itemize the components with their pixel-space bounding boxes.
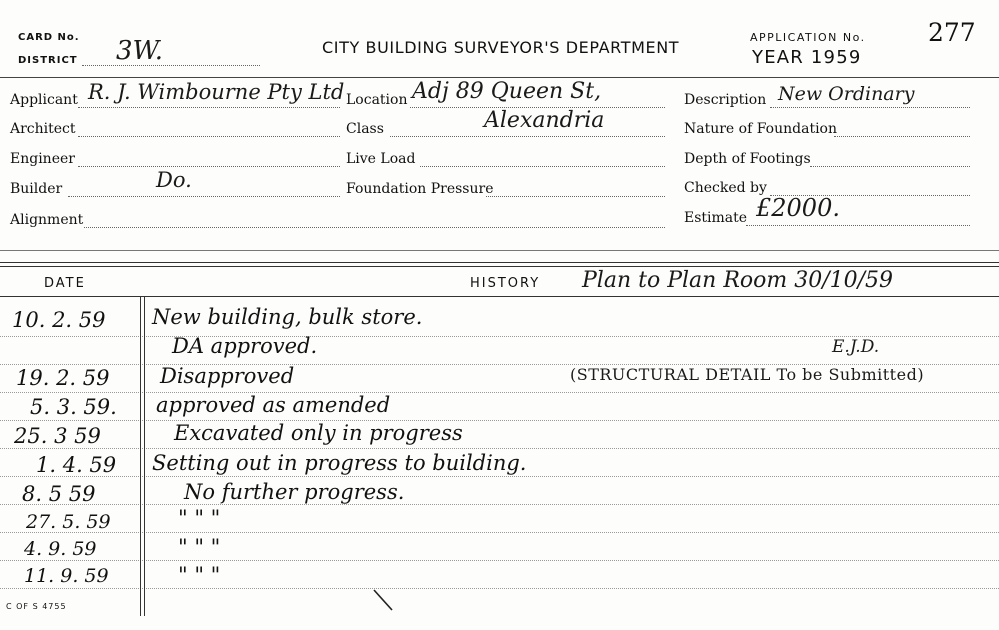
class-line <box>390 136 665 137</box>
history-entry: " " " <box>178 563 221 587</box>
history-date: 5. 3. 59. <box>30 395 117 419</box>
history-entry: New building, bulk store. <box>152 305 423 329</box>
engineer-line <box>78 166 340 167</box>
history-date: 1. 4. 59 <box>36 453 117 477</box>
history-entry: Setting out in progress to building. <box>152 451 527 475</box>
live-load-label: Live Load <box>346 151 416 167</box>
header-rule <box>0 77 999 78</box>
card-number: 277 <box>928 18 976 47</box>
history-date: 8. 5 59 <box>22 482 96 506</box>
history-entry: approved as amended <box>156 393 391 417</box>
history-date: 4. 9. 59 <box>24 538 97 560</box>
description-label: Description <box>684 92 767 108</box>
history-entry: " " " <box>178 535 221 559</box>
history-date: 11. 9. 59 <box>24 565 109 587</box>
alignment-label: Alignment <box>10 212 84 228</box>
structural-detail-note: (STRUCTURAL DETAIL To be Submitted) <box>570 365 925 384</box>
history-entry: No further progress. <box>184 480 405 504</box>
history-column-header: HISTORY <box>470 276 541 291</box>
date-column-header: DATE <box>44 276 86 291</box>
ruled-line <box>0 588 999 589</box>
checked-by-label: Checked by <box>684 180 767 196</box>
applicant-line <box>78 107 340 108</box>
estimate-line <box>746 225 970 226</box>
ruled-line <box>0 476 999 477</box>
ruled-line <box>0 560 999 561</box>
history-date: 19. 2. 59 <box>16 366 110 390</box>
builder-line <box>68 196 340 197</box>
initials-annotation: E.J.D. <box>832 337 880 357</box>
history-date: 27. 5. 59 <box>26 511 111 533</box>
applicant-value: R. J. Wimbourne Pty Ltd <box>88 80 345 104</box>
form-code: C OF S 4755 <box>6 602 67 611</box>
application-label: APPLICATION No. <box>750 31 866 44</box>
card-no-label: CARD No. <box>18 32 80 43</box>
fields-rule-3 <box>0 266 999 267</box>
ruled-line <box>0 420 999 421</box>
history-entry: " " " <box>178 506 221 530</box>
architect-label: Architect <box>10 121 76 137</box>
location-value-2: Alexandria <box>484 108 605 133</box>
nature-line <box>834 136 970 137</box>
ruled-line <box>0 448 999 449</box>
district-label: DISTRICT <box>18 55 78 66</box>
pressure-line <box>486 196 665 197</box>
district-line <box>82 65 260 66</box>
architect-line <box>78 136 340 137</box>
applicant-label: Applicant <box>10 92 78 108</box>
ruled-line <box>0 532 999 533</box>
date-column-divider <box>140 296 145 616</box>
depth-of-footings-label: Depth of Footings <box>684 151 811 167</box>
fields-rule-1 <box>0 250 999 251</box>
description-value: New Ordinary <box>778 83 915 105</box>
department-title: CITY BUILDING SURVEYOR'S DEPARTMENT <box>322 38 680 57</box>
estimate-value: £2000. <box>756 194 840 222</box>
pen-stroke-mark <box>370 586 400 616</box>
live-load-line <box>420 166 665 167</box>
ruled-line <box>0 392 999 393</box>
year-label: YEAR 1959 <box>752 47 862 68</box>
history-entry: Excavated only in progress <box>174 421 463 445</box>
district-value: 3W. <box>116 36 163 66</box>
nature-of-foundation-label: Nature of Foundation <box>684 121 837 137</box>
fields-rule-2 <box>0 262 999 263</box>
history-date: 10. 2. 59 <box>12 308 106 332</box>
builder-label: Builder <box>10 181 63 197</box>
description-line <box>770 107 970 108</box>
history-header-rule <box>0 296 999 297</box>
builder-value: Do. <box>156 168 192 192</box>
history-entry: DA approved. <box>172 334 318 358</box>
ruled-line <box>0 504 999 505</box>
history-date: 25. 3 59 <box>14 424 101 448</box>
class-label: Class <box>346 121 384 137</box>
estimate-label: Estimate <box>684 210 748 226</box>
engineer-label: Engineer <box>10 151 75 167</box>
plan-room-note: Plan to Plan Room 30/10/59 <box>582 268 894 293</box>
location-label: Location <box>346 92 408 108</box>
location-value: Adj 89 Queen St, <box>412 79 602 104</box>
depth-line <box>810 166 970 167</box>
history-entry: Disapproved <box>160 364 295 388</box>
foundation-pressure-label: Foundation Pressure <box>346 181 494 197</box>
alignment-line <box>84 227 665 228</box>
